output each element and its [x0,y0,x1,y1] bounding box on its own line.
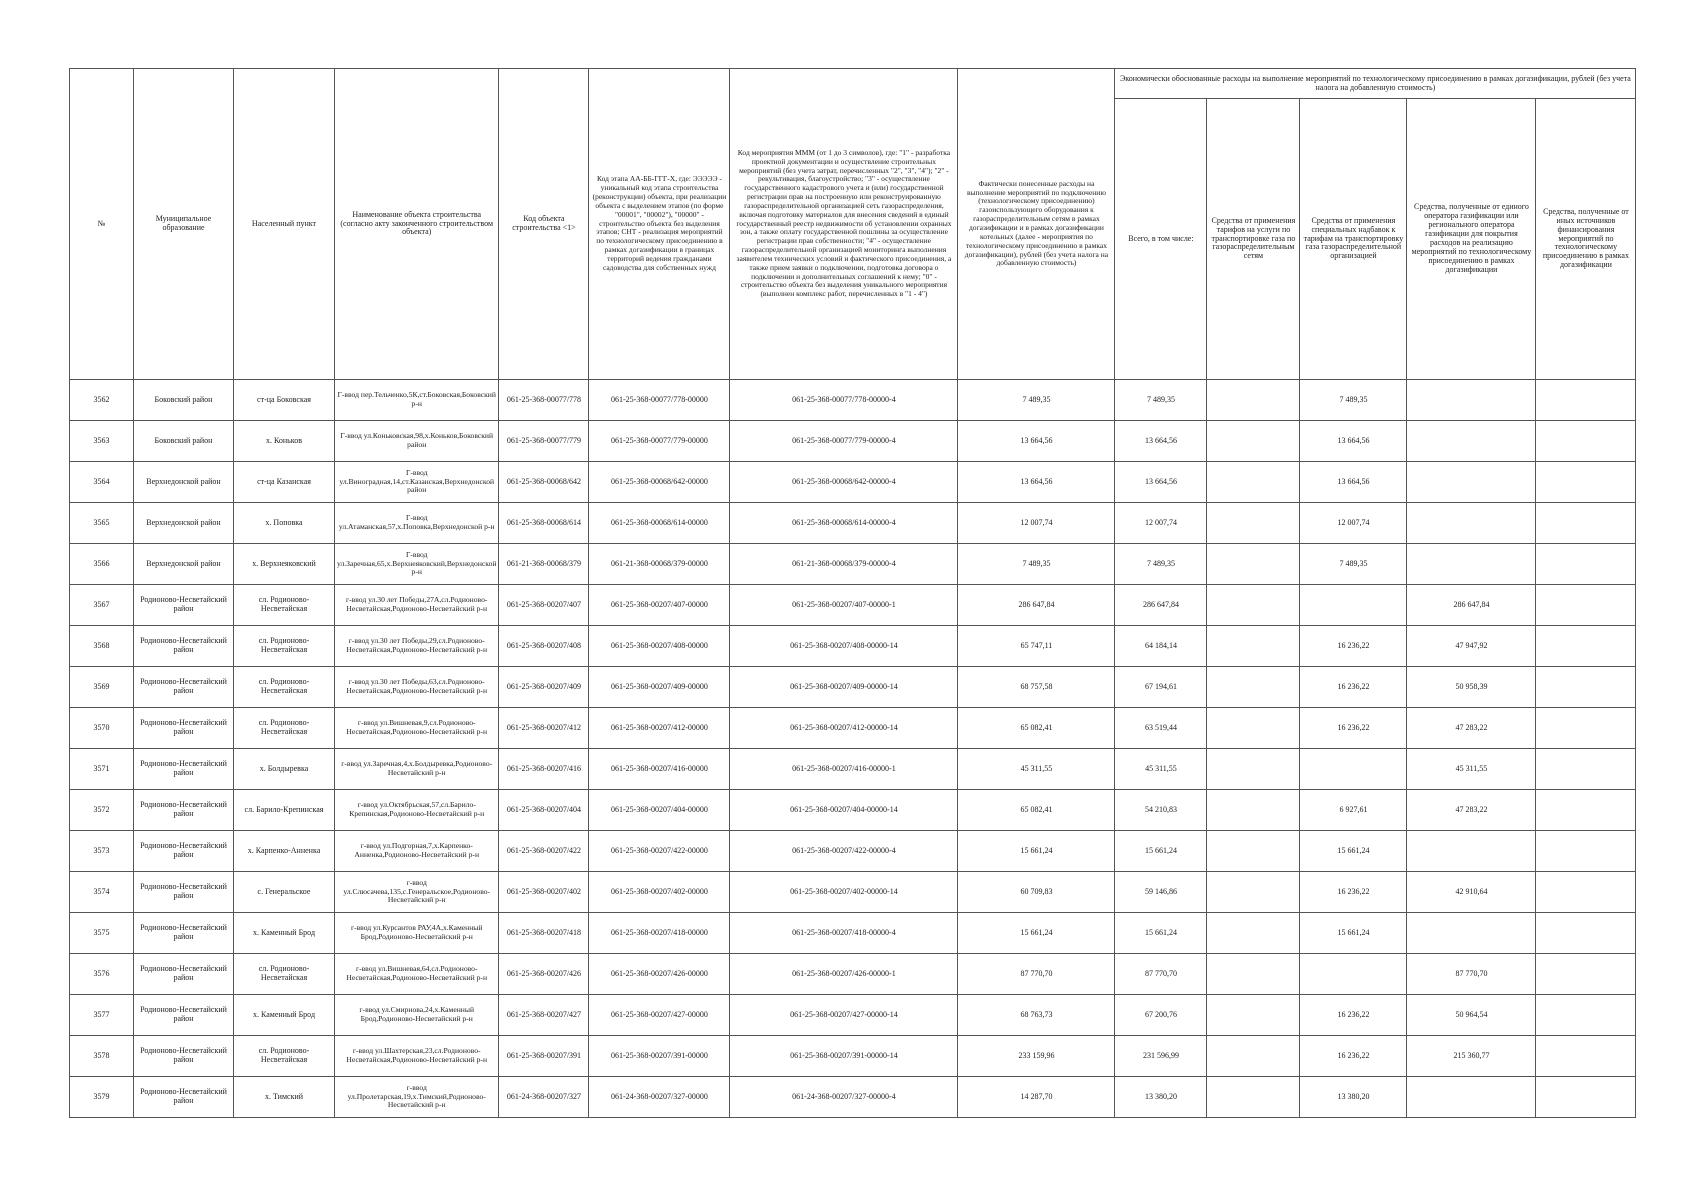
cell-tariff-funds [1207,544,1300,585]
cell-tariff-funds [1207,749,1300,790]
cell-operator-funds: 45 311,55 [1407,749,1536,790]
table-row [70,1077,1636,1118]
cell-settlement: х. Каменный Брод [234,913,335,954]
cell-operator-funds [1407,913,1536,954]
cell-row-number: 3568 [70,626,134,667]
cell-stage-code: 061-25-368-00207/402-00000 [589,872,730,913]
cell-object-code: 061-25-368-00207/412 [499,708,589,749]
cell-municipality: Родионово-Несветайский район [134,872,234,913]
header-object-code: Код объекта строительства <1> [499,69,589,380]
cell-row-number: 3564 [70,462,134,503]
cell-tariff-funds [1207,708,1300,749]
table-row [70,585,1636,626]
cell-object-name: г-ввод ул.30 лет Победы,29,сл.Родионово-Несветайская,Родионово-Несветайский р-н [335,626,499,667]
cell-total-expenses: 12 007,74 [1115,503,1207,544]
cell-municipality: Родионово-Несветайский район [134,626,234,667]
header-economic-expenses: Экономически обоснованные расходы на выполнение мероприятий по технологическому присоединению в рамках догазификации, рублей (без учета налога на добавленную стоимость) [1115,69,1636,99]
cell-special-surcharge-funds: 6 927,61 [1300,790,1407,831]
cell-municipality: Родионово-Несветайский район [134,708,234,749]
cell-object-code: 061-25-368-00207/426 [499,954,589,995]
cell-total-expenses: 87 770,70 [1115,954,1207,995]
cell-object-name: г-ввод ул.Заречная,4,х.Болдыревка,Родионово-Несветайский р-н [335,749,499,790]
cell-actual-expenses: 13 664,56 [958,462,1115,503]
header-event-code: Код мероприятия МММ (от 1 до 3 символов), где: "1" - разработка проектной документации и осуществление строительных мероприятий (без учета затрат, перечисленных "2", "3", "4"); "2" - рекультивация, благоустройство; "3" - осуществление государственного кадастрового учета и (или) государственной регистрации прав на построенную или реконструированную газораспределительной организацией сеть газораспределения, включая подготовку материалов для внесения сведений в единый государственный реестр недвижимости об установлении охранных зон, а также оплату государственной пошлины за осуществление регистрации прав собственности; "4" - осуществление газораспределительной организацией мониторинга выполнения заявителем технических условий и фактического присоединения, а также прием заявки о подключении, подготовка договора о подключении и дополнительных соглашений к нему; "0" - строительство объекта без выделения уникального мероприятия (выполнен комплекс работ, перечисленных в "1 - 4") [730,69,958,380]
cell-event-code: 061-25-368-00207/427-00000-14 [730,995,958,1036]
cell-special-surcharge-funds: 13 664,56 [1300,421,1407,462]
cell-stage-code: 061-25-368-00068/614-00000 [589,503,730,544]
cell-event-code: 061-25-368-00207/408-00000-14 [730,626,958,667]
cell-actual-expenses: 286 647,84 [958,585,1115,626]
cell-special-surcharge-funds: 16 236,22 [1300,667,1407,708]
cell-object-code: 061-25-368-00077/779 [499,421,589,462]
header-other-funds: Средства, полученные от иных источников финансирования мероприятий по технологическому присоединению в рамках догазификации [1536,99,1636,380]
cell-operator-funds: 50 964,54 [1407,995,1536,1036]
header-num: № [70,69,134,380]
cell-tariff-funds [1207,503,1300,544]
cell-event-code: 061-25-368-00207/412-00000-14 [730,708,958,749]
cell-settlement: х. Каменный Брод [234,995,335,1036]
cell-other-funds [1536,503,1636,544]
table-row [70,626,1636,667]
expenses-table [69,68,1636,1118]
cell-object-name: г-ввод ул.Шахтерская,23,сл.Родионово-Несветайская,Родионово-Несветайский р-н [335,1036,499,1077]
cell-settlement: сл. Родионово-Несветайская [234,667,335,708]
cell-other-funds [1536,1077,1636,1118]
table-row [70,544,1636,585]
cell-object-name: Г-ввод ул.Коньковская,98,х.Коньков,Боковский район [335,421,499,462]
cell-municipality: Верхнедонской район [134,503,234,544]
table-row [70,421,1636,462]
cell-operator-funds [1407,462,1536,503]
cell-stage-code: 061-25-368-00207/407-00000 [589,585,730,626]
cell-tariff-funds [1207,872,1300,913]
cell-row-number: 3571 [70,749,134,790]
cell-actual-expenses: 12 007,74 [958,503,1115,544]
cell-special-surcharge-funds: 7 489,35 [1300,380,1407,421]
cell-special-surcharge-funds: 16 236,22 [1300,708,1407,749]
cell-actual-expenses: 65 747,11 [958,626,1115,667]
cell-row-number: 3566 [70,544,134,585]
cell-actual-expenses: 45 311,55 [958,749,1115,790]
table-row [70,872,1636,913]
cell-special-surcharge-funds: 15 661,24 [1300,913,1407,954]
report-sheet [69,68,1636,1118]
cell-special-surcharge-funds: 12 007,74 [1300,503,1407,544]
cell-settlement: х. Верхнеяковский [234,544,335,585]
cell-row-number: 3572 [70,790,134,831]
cell-object-name: г-ввод ул.Вишневая,9,сл.Родионово-Несветайская,Родионово-Несветайский р-н [335,708,499,749]
cell-stage-code: 061-25-368-00207/426-00000 [589,954,730,995]
cell-municipality: Боковский район [134,380,234,421]
cell-object-code: 061-25-368-00207/402 [499,872,589,913]
table-row [70,667,1636,708]
cell-municipality: Родионово-Несветайский район [134,995,234,1036]
cell-stage-code: 061-25-368-00207/416-00000 [589,749,730,790]
table-row [70,954,1636,995]
cell-object-name: Г-ввод ул.Заречная,65,х.Верхнеяковский,Верхнедонской р-н [335,544,499,585]
cell-row-number: 3569 [70,667,134,708]
header-actual-expenses: Фактически понесенные расходы на выполнение мероприятий по подключению (технологическому присоединению) газоиспользующего оборудования к газораспределительным сетям в рамках догазификации и в рамках догазификации котельных (далее - мероприятия по технологическому присоединению в рамках догазификации), рублей (без учета налога на добавленную стоимость) [958,69,1115,380]
cell-object-code: 061-25-368-00068/642 [499,462,589,503]
cell-other-funds [1536,544,1636,585]
cell-operator-funds: 47 283,22 [1407,708,1536,749]
table-row [70,380,1636,421]
cell-other-funds [1536,462,1636,503]
cell-municipality: Родионово-Несветайский район [134,585,234,626]
cell-object-code: 061-24-368-00207/327 [499,1077,589,1118]
cell-municipality: Родионово-Несветайский район [134,1036,234,1077]
cell-object-code: 061-25-368-00068/614 [499,503,589,544]
cell-object-name: г-ввод ул.30 лет Победы,27А,сл.Родионово-Несветайская,Родионово-Несветайский р-н [335,585,499,626]
cell-event-code: 061-25-368-00207/402-00000-14 [730,872,958,913]
cell-row-number: 3567 [70,585,134,626]
cell-event-code: 061-25-368-00207/407-00000-1 [730,585,958,626]
cell-stage-code: 061-25-368-00068/642-00000 [589,462,730,503]
cell-other-funds [1536,380,1636,421]
cell-tariff-funds [1207,913,1300,954]
cell-actual-expenses: 68 757,58 [958,667,1115,708]
cell-total-expenses: 54 210,83 [1115,790,1207,831]
cell-row-number: 3565 [70,503,134,544]
cell-stage-code: 061-25-368-00207/391-00000 [589,1036,730,1077]
cell-special-surcharge-funds: 16 236,22 [1300,872,1407,913]
cell-tariff-funds [1207,1036,1300,1077]
cell-municipality: Родионово-Несветайский район [134,954,234,995]
cell-stage-code: 061-25-368-00207/418-00000 [589,913,730,954]
cell-event-code: 061-25-368-00077/778-00000-4 [730,380,958,421]
cell-settlement: х. Коньков [234,421,335,462]
table-row [70,749,1636,790]
cell-other-funds [1536,667,1636,708]
cell-object-code: 061-25-368-00207/418 [499,913,589,954]
cell-tariff-funds [1207,667,1300,708]
cell-other-funds [1536,872,1636,913]
cell-total-expenses: 13 664,56 [1115,421,1207,462]
table-row [70,913,1636,954]
cell-actual-expenses: 15 661,24 [958,913,1115,954]
cell-stage-code: 061-21-368-00068/379-00000 [589,544,730,585]
cell-other-funds [1536,831,1636,872]
cell-event-code: 061-25-368-00207/426-00000-1 [730,954,958,995]
cell-tariff-funds [1207,380,1300,421]
cell-settlement: х. Карпенко-Анненка [234,831,335,872]
cell-total-expenses: 231 596,99 [1115,1036,1207,1077]
cell-stage-code: 061-25-368-00207/404-00000 [589,790,730,831]
cell-total-expenses: 64 184,14 [1115,626,1207,667]
cell-object-name: г-ввод ул.Вишневая,64,сл.Родионово-Несветайская,Родионово-Несветайский р-н [335,954,499,995]
cell-row-number: 3574 [70,872,134,913]
cell-total-expenses: 286 647,84 [1115,585,1207,626]
cell-settlement: сл. Барило-Крепинская [234,790,335,831]
cell-municipality: Родионово-Несветайский район [134,913,234,954]
cell-operator-funds: 215 360,77 [1407,1036,1536,1077]
cell-municipality: Верхнедонской район [134,544,234,585]
cell-operator-funds [1407,544,1536,585]
cell-special-surcharge-funds: 15 661,24 [1300,831,1407,872]
cell-special-surcharge-funds: 16 236,22 [1300,626,1407,667]
cell-settlement: ст-ца Казанская [234,462,335,503]
cell-row-number: 3563 [70,421,134,462]
cell-stage-code: 061-25-368-00207/408-00000 [589,626,730,667]
cell-tariff-funds [1207,462,1300,503]
header-total: Всего, в том числе: [1115,99,1207,380]
cell-settlement: с. Генеральское [234,872,335,913]
cell-other-funds [1536,749,1636,790]
cell-total-expenses: 15 661,24 [1115,831,1207,872]
cell-total-expenses: 7 489,35 [1115,380,1207,421]
cell-other-funds [1536,626,1636,667]
cell-total-expenses: 67 194,61 [1115,667,1207,708]
cell-other-funds [1536,913,1636,954]
cell-other-funds [1536,1036,1636,1077]
table-row [70,995,1636,1036]
cell-operator-funds [1407,1077,1536,1118]
cell-stage-code: 061-24-368-00207/327-00000 [589,1077,730,1118]
cell-settlement: х. Болдыревка [234,749,335,790]
cell-settlement: х. Поповка [234,503,335,544]
cell-actual-expenses: 14 287,70 [958,1077,1115,1118]
cell-stage-code: 061-25-368-00207/427-00000 [589,995,730,1036]
cell-object-name: г-ввод ул.Смирнова,24,х.Каменный Брод,Родионово-Несветайский р-н [335,995,499,1036]
cell-operator-funds: 50 958,39 [1407,667,1536,708]
table-row [70,503,1636,544]
cell-object-code: 061-25-368-00207/416 [499,749,589,790]
table-row [70,708,1636,749]
cell-settlement: сл. Родионово-Несветайская [234,585,335,626]
cell-other-funds [1536,954,1636,995]
cell-event-code: 061-25-368-00207/391-00000-14 [730,1036,958,1077]
table-row [70,831,1636,872]
cell-object-code: 061-21-368-00068/379 [499,544,589,585]
cell-special-surcharge-funds [1300,749,1407,790]
cell-row-number: 3578 [70,1036,134,1077]
cell-tariff-funds [1207,790,1300,831]
cell-object-code: 061-25-368-00207/422 [499,831,589,872]
cell-event-code: 061-21-368-00068/379-00000-4 [730,544,958,585]
cell-event-code: 061-25-368-00207/416-00000-1 [730,749,958,790]
cell-settlement: сл. Родионово-Несветайская [234,708,335,749]
cell-actual-expenses: 65 082,41 [958,790,1115,831]
cell-tariff-funds [1207,995,1300,1036]
cell-special-surcharge-funds [1300,585,1407,626]
header-special-surcharge-funds: Средства от применения специальных надбавок к тарифам на транспортировку газа газораспределительной организацией [1300,99,1407,380]
cell-object-name: Г-ввод ул.Виноградная,14,ст.Казанская,Верхнедонской район [335,462,499,503]
cell-operator-funds [1407,831,1536,872]
table-row [70,1036,1636,1077]
cell-other-funds [1536,421,1636,462]
cell-stage-code: 061-25-368-00207/422-00000 [589,831,730,872]
cell-total-expenses: 45 311,55 [1115,749,1207,790]
cell-object-name: г-ввод ул.Курсантов РАУ,4А,х.Каменный Брод,Родионово-Несветайский р-н [335,913,499,954]
cell-total-expenses: 13 380,20 [1115,1077,1207,1118]
cell-municipality: Родионово-Несветайский район [134,831,234,872]
header-operator-funds: Средства, полученные от единого оператора газификации или регионального оператора газификации для покрытия расходов на реализацию мероприятий по технологическому присоединению в рамках догазификации [1407,99,1536,380]
cell-operator-funds: 47 947,92 [1407,626,1536,667]
cell-object-code: 061-25-368-00207/407 [499,585,589,626]
cell-settlement: х. Тимский [234,1077,335,1118]
cell-operator-funds: 47 283,22 [1407,790,1536,831]
cell-total-expenses: 15 661,24 [1115,913,1207,954]
cell-total-expenses: 63 519,44 [1115,708,1207,749]
cell-stage-code: 061-25-368-00207/409-00000 [589,667,730,708]
cell-object-code: 061-25-368-00207/408 [499,626,589,667]
cell-tariff-funds [1207,421,1300,462]
table-row [70,790,1636,831]
cell-actual-expenses: 87 770,70 [958,954,1115,995]
cell-total-expenses: 7 489,35 [1115,544,1207,585]
table-row [70,462,1636,503]
cell-actual-expenses: 65 082,41 [958,708,1115,749]
cell-event-code: 061-24-368-00207/327-00000-4 [730,1077,958,1118]
cell-operator-funds [1407,380,1536,421]
cell-municipality: Родионово-Несветайский район [134,1077,234,1118]
cell-tariff-funds [1207,1077,1300,1118]
cell-row-number: 3575 [70,913,134,954]
cell-row-number: 3573 [70,831,134,872]
cell-total-expenses: 13 664,56 [1115,462,1207,503]
cell-operator-funds: 286 647,84 [1407,585,1536,626]
cell-operator-funds [1407,503,1536,544]
cell-actual-expenses: 13 664,56 [958,421,1115,462]
cell-stage-code: 061-25-368-00207/412-00000 [589,708,730,749]
cell-object-name: г-ввод ул.Подгорная,7,х.Карпенко-Анненка,Родионово-Несветайский р-н [335,831,499,872]
cell-municipality: Боковский район [134,421,234,462]
cell-operator-funds [1407,421,1536,462]
cell-object-code: 061-25-368-00207/404 [499,790,589,831]
cell-stage-code: 061-25-368-00077/778-00000 [589,380,730,421]
header-object-name: Наименование объекта строительства (согласно акту законченного строительством объекта) [335,69,499,380]
cell-municipality: Родионово-Несветайский район [134,790,234,831]
cell-settlement: сл. Родионово-Несветайская [234,954,335,995]
header-municipality: Муниципальное образование [134,69,234,380]
cell-object-code: 061-25-368-00207/391 [499,1036,589,1077]
cell-actual-expenses: 68 763,73 [958,995,1115,1036]
cell-special-surcharge-funds: 16 236,22 [1300,995,1407,1036]
cell-row-number: 3570 [70,708,134,749]
cell-other-funds [1536,790,1636,831]
cell-tariff-funds [1207,954,1300,995]
cell-tariff-funds [1207,626,1300,667]
cell-stage-code: 061-25-368-00077/779-00000 [589,421,730,462]
cell-object-name: Г-ввод ул.Атаманская,57,х.Поповка,Верхнедонской р-н [335,503,499,544]
cell-event-code: 061-25-368-00068/614-00000-4 [730,503,958,544]
cell-object-name: г-ввод ул.Пролетарская,19,х.Тимский,Родионово-Несветайский р-н [335,1077,499,1118]
cell-object-code: 061-25-368-00207/427 [499,995,589,1036]
cell-row-number: 3577 [70,995,134,1036]
cell-total-expenses: 67 200,76 [1115,995,1207,1036]
cell-other-funds [1536,585,1636,626]
cell-row-number: 3579 [70,1077,134,1118]
cell-actual-expenses: 7 489,35 [958,544,1115,585]
header-tariff-funds: Средства от применения тарифов на услуги по транспортировке газа по газораспределительным сетям [1207,99,1300,380]
cell-settlement: сл. Родионово-Несветайская [234,626,335,667]
cell-event-code: 061-25-368-00207/418-00000-4 [730,913,958,954]
cell-special-surcharge-funds [1300,954,1407,995]
cell-object-name: Г-ввод пер.Тельченко,5К,ст.Боковская,Боковский р-н [335,380,499,421]
cell-municipality: Родионово-Несветайский район [134,667,234,708]
cell-row-number: 3576 [70,954,134,995]
cell-other-funds [1536,995,1636,1036]
table-body [70,380,1636,1118]
cell-municipality: Родионово-Несветайский район [134,749,234,790]
cell-actual-expenses: 60 709,83 [958,872,1115,913]
cell-operator-funds: 87 770,70 [1407,954,1536,995]
cell-special-surcharge-funds: 13 380,20 [1300,1077,1407,1118]
cell-event-code: 061-25-368-00077/779-00000-4 [730,421,958,462]
cell-object-name: г-ввод ул.Слюсачева,135,с.Генеральское,Родионово-Несветайский р-н [335,872,499,913]
cell-event-code: 061-25-368-00207/422-00000-4 [730,831,958,872]
cell-actual-expenses: 233 159,96 [958,1036,1115,1077]
cell-actual-expenses: 7 489,35 [958,380,1115,421]
cell-row-number: 3562 [70,380,134,421]
cell-event-code: 061-25-368-00207/409-00000-14 [730,667,958,708]
cell-special-surcharge-funds: 16 236,22 [1300,1036,1407,1077]
cell-municipality: Верхнедонской район [134,462,234,503]
cell-total-expenses: 59 146,86 [1115,872,1207,913]
cell-tariff-funds [1207,585,1300,626]
cell-object-name: г-ввод ул.Октябрьская,57,сл.Барило-Крепинская,Родионово-Несветайский р-н [335,790,499,831]
cell-actual-expenses: 15 661,24 [958,831,1115,872]
cell-event-code: 061-25-368-00068/642-00000-4 [730,462,958,503]
cell-settlement: сл. Родионово-Несветайская [234,1036,335,1077]
cell-operator-funds: 42 910,64 [1407,872,1536,913]
cell-object-code: 061-25-368-00207/409 [499,667,589,708]
cell-tariff-funds [1207,831,1300,872]
cell-other-funds [1536,708,1636,749]
cell-special-surcharge-funds: 7 489,35 [1300,544,1407,585]
cell-settlement: ст-ца Боковская [234,380,335,421]
cell-object-code: 061-25-368-00077/778 [499,380,589,421]
cell-object-name: г-ввод ул.30 лет Победы,63,сл.Родионово-Несветайская,Родионово-Несветайский р-н [335,667,499,708]
cell-event-code: 061-25-368-00207/404-00000-14 [730,790,958,831]
header-stage-code: Код этапа АА-ББ-ГГГ-Х, где: ЭЭЭЭЭ - уникальный код этапа строительства (реконструкции) объекта, при реализации объекта с выделением этапов (по форме "00001", "00002"), "00000" - строительство объекта без выделения этапов; СНТ - реализация мероприятий по технологическому присоединению в рамках догазификации в границах территорий ведения гражданами садоводства для собственных нужд [589,69,730,380]
header-settlement: Населенный пункт [234,69,335,380]
cell-special-surcharge-funds: 13 664,56 [1300,462,1407,503]
